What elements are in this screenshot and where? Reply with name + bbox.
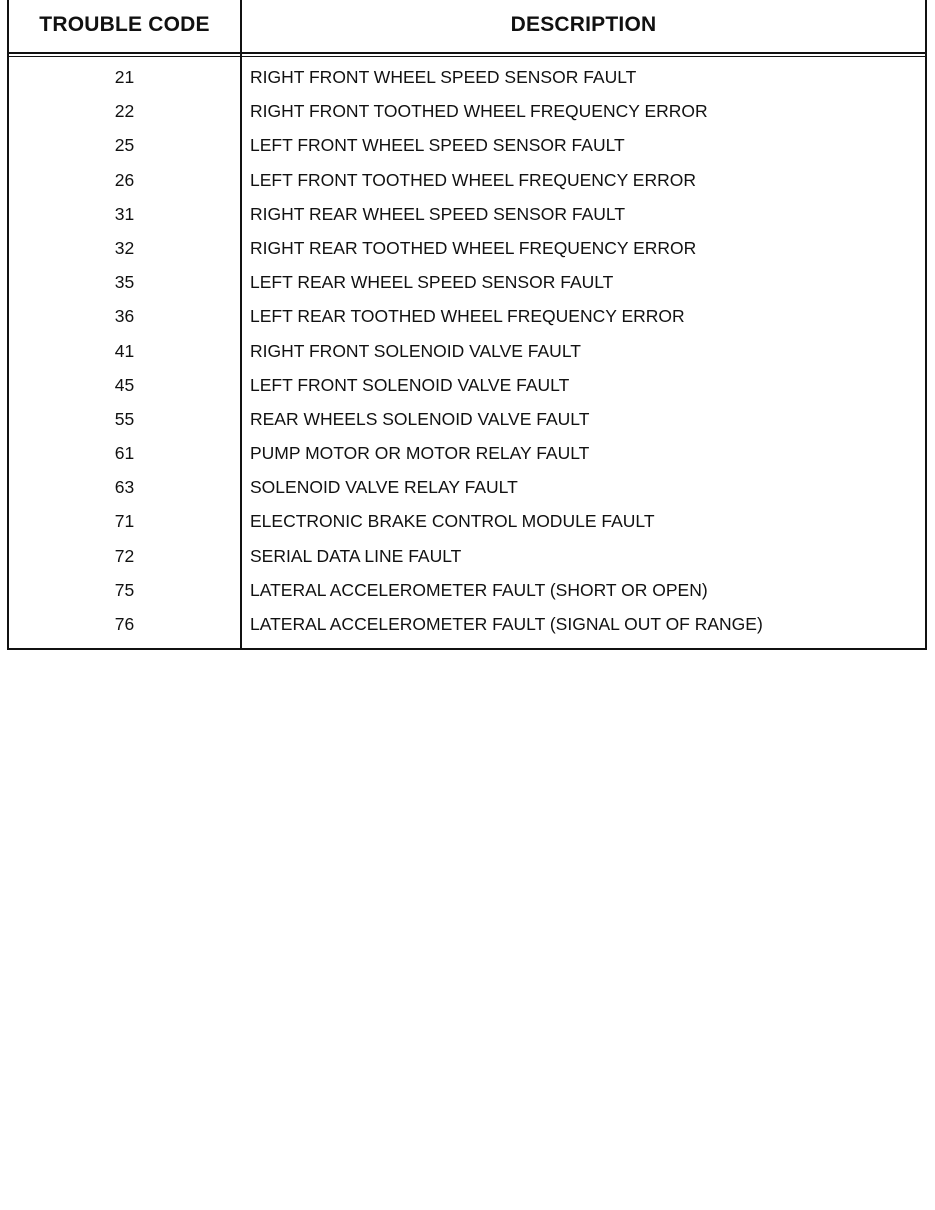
trouble-code-header: TROUBLE CODE (39, 13, 210, 36)
table-row (9, 369, 925, 403)
table-row (9, 164, 925, 198)
table-row (9, 198, 925, 232)
trouble-code-cell: 45 (114, 374, 135, 395)
description-cell: LEFT FRONT TOOTHED WHEEL FREQUENCY ERROR (250, 169, 696, 190)
description-header: DESCRIPTION (510, 13, 657, 36)
description-cell: RIGHT FRONT WHEEL SPEED SENSOR FAULT (250, 67, 637, 87)
description-cell: LEFT FRONT WHEEL SPEED SENSOR FAULT (250, 135, 625, 156)
trouble-code-cell: 55 (114, 408, 135, 429)
table-row (9, 471, 925, 505)
table-row (9, 335, 925, 369)
table-row (9, 129, 925, 163)
trouble-code-cell: 31 (114, 203, 135, 224)
table-row (9, 574, 925, 608)
description-cell: PUMP MOTOR OR MOTOR RELAY FAULT (250, 443, 590, 464)
trouble-code-cell: 41 (114, 340, 135, 361)
table-row (9, 540, 925, 574)
description-cell: RIGHT FRONT SOLENOID VALVE FAULT (250, 340, 581, 361)
table-header-row (9, 0, 925, 54)
description-cell: LATERAL ACCELEROMETER FAULT (SHORT OR OPEN) (250, 579, 708, 600)
description-cell: RIGHT FRONT TOOTHED WHEEL FREQUENCY ERROR (250, 101, 708, 122)
description-cell: LATERAL ACCELEROMETER FAULT (SIGNAL OUT OF RANGE) (250, 614, 763, 634)
trouble-code-cell: 21 (114, 67, 135, 87)
table-row (9, 403, 925, 437)
description-cell: RIGHT REAR WHEEL SPEED SENSOR FAULT (250, 203, 626, 224)
table-row (9, 608, 925, 642)
table-row (9, 95, 925, 129)
table-row (9, 232, 925, 266)
trouble-code-cell: 72 (114, 545, 135, 566)
description-cell: LEFT REAR TOOTHED WHEEL FREQUENCY ERROR (250, 306, 685, 327)
trouble-code-cell: 63 (114, 477, 135, 498)
table-row (9, 61, 925, 95)
table-row (9, 437, 925, 471)
description-cell: SERIAL DATA LINE FAULT (250, 545, 462, 566)
trouble-code-cell: 32 (114, 237, 135, 258)
table-row (9, 266, 925, 300)
description-cell: REAR WHEELS SOLENOID VALVE FAULT (250, 408, 590, 429)
trouble-code-cell: 36 (114, 306, 135, 327)
table-row (9, 505, 925, 539)
trouble-code-cell: 22 (114, 101, 135, 122)
trouble-code-cell: 71 (114, 511, 135, 532)
trouble-code-cell: 75 (114, 579, 135, 600)
trouble-code-cell: 61 (114, 443, 135, 464)
trouble-code-cell: 26 (114, 169, 135, 190)
description-cell: ELECTRONIC BRAKE CONTROL MODULE FAULT (250, 511, 655, 532)
description-cell: LEFT REAR WHEEL SPEED SENSOR FAULT (250, 272, 614, 293)
header-double-rule (9, 56, 925, 57)
table-body (9, 61, 925, 642)
description-cell: RIGHT REAR TOOTHED WHEEL FREQUENCY ERROR (250, 237, 697, 258)
table-row (9, 300, 925, 334)
trouble-code-table (7, 0, 927, 650)
trouble-code-cell: 35 (114, 272, 135, 293)
trouble-code-cell: 25 (114, 135, 135, 156)
description-cell: SOLENOID VALVE RELAY FAULT (250, 477, 518, 498)
trouble-code-cell: 76 (114, 614, 135, 634)
description-cell: LEFT FRONT SOLENOID VALVE FAULT (250, 374, 570, 395)
